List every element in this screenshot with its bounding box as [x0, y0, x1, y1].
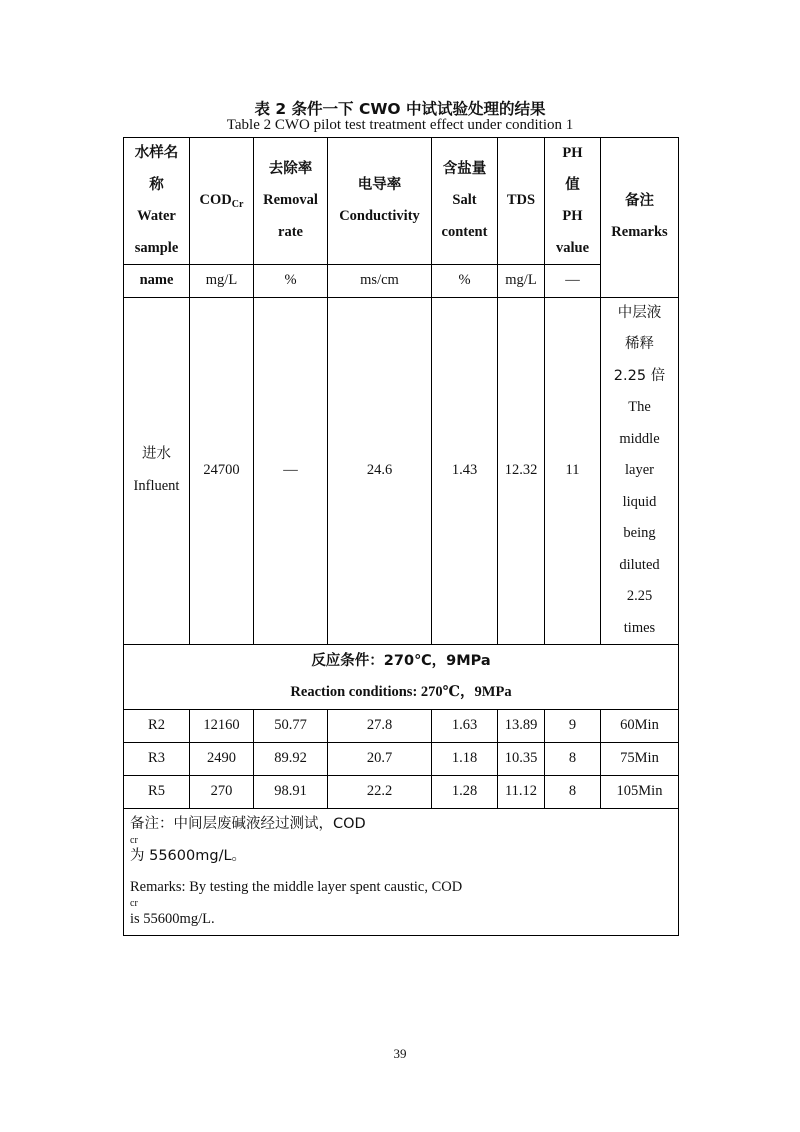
page-number: 39 [393, 1046, 407, 1061]
row-salt: 1.63 [432, 710, 498, 743]
header-salt: 含盐量 Salt content [432, 138, 498, 265]
row-name: R5 [124, 776, 190, 809]
units-row [124, 265, 679, 298]
influent-conductivity: 24.6 [328, 297, 432, 645]
table-caption-cn: 表 2 条件一下 CWO 中试试验处理的结果 [254, 100, 546, 118]
header-sample-name: 水样名 称 Water sample [124, 138, 190, 265]
row-remark: 105Min [601, 776, 679, 809]
row-salt: 1.18 [432, 743, 498, 776]
header-tds: TDS [498, 138, 545, 265]
row-tds: 11.12 [498, 776, 545, 809]
table-note: 备注：中间层废碱液经过测试，COD cr 为 55600mg/L。 Remarks: By testing the middle layer spent caustic, COD cr is 55600mg/L. [124, 809, 679, 936]
influent-ph: 11 [545, 297, 601, 645]
header-remarks: 备注 Remarks [601, 138, 679, 298]
row-removal: 50.77 [254, 710, 328, 743]
influent-salt: 1.43 [432, 297, 498, 645]
result-table [123, 137, 679, 936]
header-row [124, 138, 679, 265]
row-conductivity: 27.8 [328, 710, 432, 743]
row-remark: 75Min [601, 743, 679, 776]
influent-row [124, 297, 679, 645]
table-row [124, 743, 679, 776]
note-row [124, 809, 679, 936]
reaction-conditions: 反应条件：270℃，9MPa Reaction conditions: 270℃，9MPa [124, 645, 679, 710]
row-removal: 89.92 [254, 743, 328, 776]
unit-ph: — [545, 265, 601, 298]
row-remark: 60Min [601, 710, 679, 743]
influent-removal: — [254, 297, 328, 645]
unit-tds: mg/L [498, 265, 545, 298]
influent-name: 进水 Influent [124, 297, 190, 645]
header-sample-name-last: name [124, 265, 190, 298]
header-removal: 去除率 Removal rate [254, 138, 328, 265]
header-ph: PH 值 PH value [545, 138, 601, 265]
row-tds: 10.35 [498, 743, 545, 776]
row-cod: 2490 [190, 743, 254, 776]
row-removal: 98.91 [254, 776, 328, 809]
reaction-row [124, 645, 679, 710]
row-tds: 13.89 [498, 710, 545, 743]
unit-removal: % [254, 265, 328, 298]
header-conductivity: 电导率 Conductivity [328, 138, 432, 265]
row-ph: 8 [545, 743, 601, 776]
row-cod: 270 [190, 776, 254, 809]
row-name: R3 [124, 743, 190, 776]
table-row [124, 710, 679, 743]
row-ph: 8 [545, 776, 601, 809]
influent-remark: 中层液 稀释 2.25 倍 The middle layer liquid being diluted 2.25 times [601, 297, 679, 645]
row-conductivity: 20.7 [328, 743, 432, 776]
row-salt: 1.28 [432, 776, 498, 809]
unit-salt: % [432, 265, 498, 298]
unit-conductivity: ms/cm [328, 265, 432, 298]
row-name: R2 [124, 710, 190, 743]
table-row [124, 776, 679, 809]
row-conductivity: 22.2 [328, 776, 432, 809]
influent-tds: 12.32 [498, 297, 545, 645]
unit-cod: mg/L [190, 265, 254, 298]
header-cod: $COD_{Cr}$ [190, 138, 254, 265]
table-caption-en: Table 2 CWO pilot test treatment effect under condition 1 [226, 117, 574, 133]
row-ph: 9 [545, 710, 601, 743]
row-cod: 12160 [190, 710, 254, 743]
influent-cod: 24700 [190, 297, 254, 645]
